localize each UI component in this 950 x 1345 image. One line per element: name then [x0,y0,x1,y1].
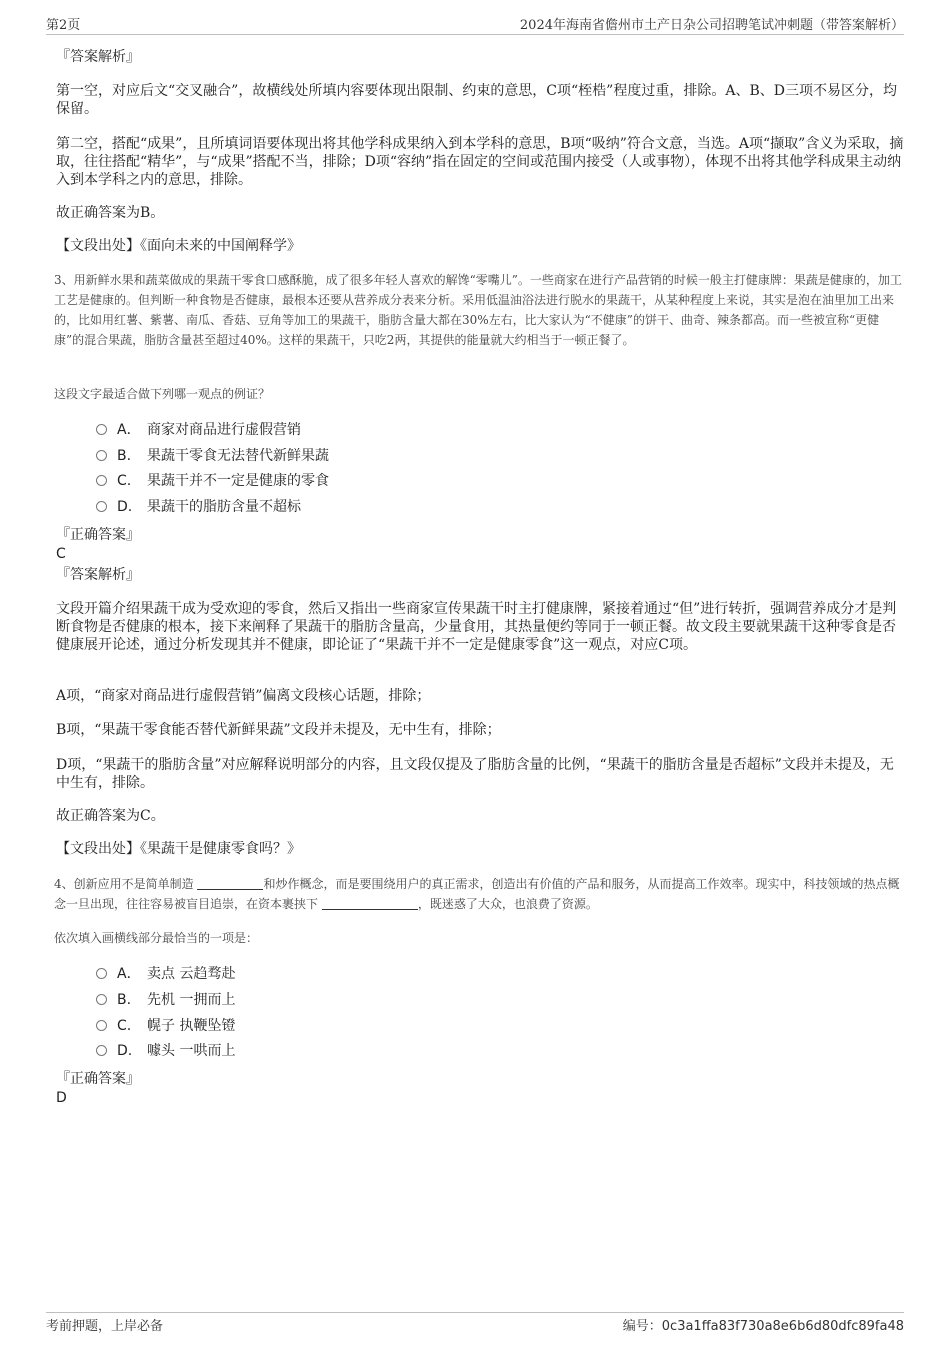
q4-option-c[interactable]: C. 幌子 执鞭坠镫 [96,1017,235,1035]
page-number: 第2页 [46,18,81,33]
q4-option-a[interactable]: A． 卖点 云趋骛赴 [96,965,235,983]
q2-source: 【文段出处】《面向未来的中国阐释学》 [56,238,301,254]
q4-correct-label: 『正确答案』 [56,1071,140,1087]
footer-slogan: 考前押题，上岸必备 [46,1319,164,1334]
q3-source: 【文段出处】《果蔬干是健康零食吗？》 [56,841,301,857]
radio-icon[interactable] [96,475,107,486]
q4-option-d[interactable]: D. 噱头 一哄而上 [96,1042,235,1060]
q4-question: 依次填入画横线部分最恰当的一项是： [54,931,259,945]
q2-analysis-label: 『答案解析』 [56,49,140,65]
q3-correct-answer: C [56,546,66,562]
q3-analysis-p2: A项，“商家对商品进行虚假营销”偏离文段核心话题，排除； [56,688,431,704]
q3-analysis-p3: B项，“果蔬干零食能否替代新鲜果蔬”文段并未提及，无中生有，排除； [56,722,501,738]
q3-conclusion: 故正确答案为C。 [56,808,165,824]
q3-question: 这段文字最适合做下列哪一观点的例证？ [54,387,271,401]
q4-stem: 4、创新应用不是简单制造 和炒作概念，而是要围绕用户的真正需求，创造出有价值的产品和服务，从而提高工作效率。现实中，科技领域的热点概念一旦出现，往往容易被盲目追崇，在资本裹挟下 ，既迷惑了大众，也浪费了资源。 [54,877,900,911]
q4-blank-2 [322,897,418,910]
page-header [46,14,904,35]
q2-conclusion: 故正确答案为B。 [56,205,165,221]
radio-icon[interactable] [96,424,107,435]
q3-correct-label: 『正确答案』 [56,527,140,543]
q4-option-b[interactable]: B. 先机 一拥而上 [96,991,235,1009]
q4-correct-answer: D [56,1090,67,1106]
q3-analysis-p1: 文段开篇介绍果蔬干成为受欢迎的零食，然后又指出一些商家宣传果蔬干时主打健康牌，紧接着通过“但”进行转折，强调营养成分才是判断食物是否健康的根本，接下来阐释了果蔬干的脂肪含量高，少量食用，其热量便约等同于一顿正餐。故文段主要就果蔬干这种零食是否健康展开论述，通过分析发现其并不健康，即论证了“果蔬干并不一定是健康零食”这一观点，对应C项。 [56,601,897,653]
q2-analysis-p1: 第一空，对应后文“交叉融合”，故横线处所填内容要体现出限制、约束的意思，C项“桎梏”程度过重，排除。A、B、D三项不易区分，均保留。 [56,83,897,117]
q3-analysis-p4: D项，“果蔬干的脂肪含量”对应解释说明部分的内容，且文段仅提及了脂肪含量的比例，“果蔬干的脂肪含量是否超标”文段并未提及，无中生有，排除。 [56,757,894,791]
q3-analysis-label: 『答案解析』 [56,567,140,583]
q3-stem: 3、用新鲜水果和蔬菜做成的果蔬干零食口感酥脆，成了很多年轻人喜欢的解馋“零嘴儿”。一些商家在进行产品营销的时候一般主打健康牌：果蔬是健康的，加工工艺是健康的。但判断一种食物是否健康，最根本还要从营养成分表来分析。采用低温油浴法进行脱水的果蔬干，从某种程度上来说，其实是泡在油里加工出来的，比如用红薯、紫薯、南瓜、香菇、豆角等加工的果蔬干，脂肪含量大都在30%左右，比大家认为“不健康”的饼干、曲奇、辣条都高。而一些被宣称“更健康”的混合果蔬，脂肪含量甚至超过40%。这样的果蔬干，只吃2两，其提供的能量就大约相当于一顿正餐了。 [54,273,902,347]
q3-option-d[interactable]: D. 果蔬干的脂肪含量不超标 [96,498,301,516]
document-title: 2024年海南省儋州市土产日杂公司招聘笔试冲刺题（带答案解析） [519,18,904,33]
q3-option-c[interactable]: C. 果蔬干并不一定是健康的零食 [96,472,329,490]
document-code: 编号：0c3a1ffa83f730a8e6b6d80dfc89fa48 [622,1319,904,1334]
radio-icon[interactable] [96,450,107,461]
radio-icon[interactable] [96,501,107,512]
radio-icon[interactable] [96,1045,107,1056]
q4-blank-1 [197,877,263,890]
radio-icon[interactable] [96,968,107,979]
radio-icon[interactable] [96,1020,107,1031]
page-footer [46,1312,904,1334]
q3-option-a[interactable]: A． 商家对商品进行虚假营销 [96,421,301,439]
q2-analysis-p2: 第二空，搭配“成果”，且所填词语要体现出将其他学科成果纳入到本学科的意思，B项“吸纳”符合文意，当选。A项“撷取”含义为采取，摘取，往往搭配“精华”，与“成果”搭配不当，排除；D项“容纳”指在固定的空间或范围内接受（人或事物），体现不出将其他学科成果主动纳入到本学科之内的意思，排除。 [56,136,904,188]
radio-icon[interactable] [96,994,107,1005]
q3-option-b[interactable]: B. 果蔬干零食无法替代新鲜果蔬 [96,447,329,465]
